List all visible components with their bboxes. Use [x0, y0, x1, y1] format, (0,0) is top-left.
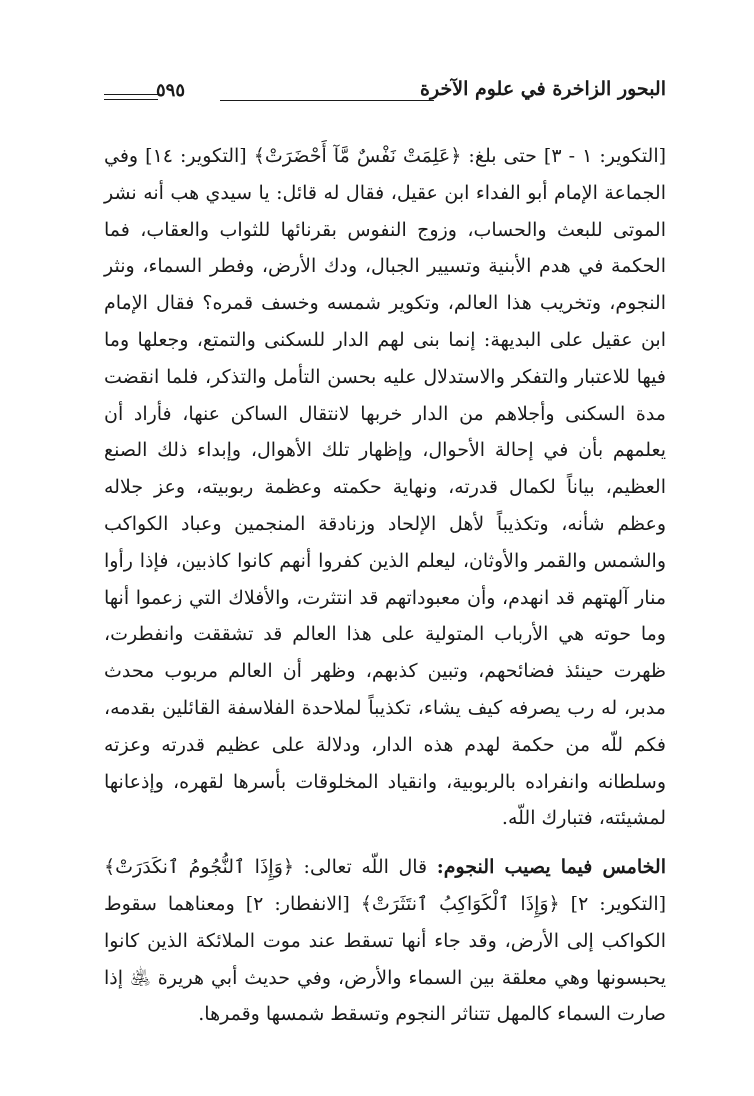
paragraph	[104, 138, 666, 837]
paragraph	[104, 849, 666, 1033]
body-text	[104, 138, 666, 1033]
paragraph-lead: الخامس فيما يصيب النجوم:	[436, 856, 666, 879]
running-title: البحور الزاخرة في علوم الآخرة	[420, 78, 666, 100]
header-rule	[220, 100, 434, 101]
page-number: ٥٩٥	[156, 80, 186, 101]
page-header	[100, 78, 666, 108]
paragraph-text: قال اللّه تعالى: ﴿وَإِذَا ٱلنُّجُومُ ٱنكَدَرَتْ﴾ [التكوير: ٢] ﴿وَإِذَا ٱلْكَوَاكِبُ ٱنتَثَرَتْ﴾ [الانفطار: ٢] ومعناهما سقوط الكواكب إلى الأرض، وقد جاء أنها تسقط عند موت الملائكة الذين كانوا يحبسونها وهي معلقة بين السماء والأرض، وفي حديث أبي هريرة ﵁ إذا صارت السماء كالمهل تتناثر النجوم وتسقط شمسها وقمرها.	[104, 856, 667, 1026]
page-number-rule	[104, 94, 158, 100]
paragraph-text: [التكوير: ١ - ٣] حتى بلغ: ﴿عَلِمَتْ نَفْسٌ مَّآ أَحْضَرَتْ﴾ [التكوير: ١٤] وفي الجماعة الإمام أبو الفداء ابن عقيل، فقال له قائل: يا سيدي هب أنه نشر الموتى للبعث والحساب، وزوج النفوس بقرنائها للثواب والعقاب، فما الحكمة في هدم الأبنية وتسيير الجبال، ودك الأرض، وفطر السماء، ونثر النجوم، وتخريب هذا العالم، وتكوير شمسه وخسف قمره؟ فقال الإمام ابن عقيل على البديهة: إنما بنى لهم الدار للسكنى والتمتع، وجعلها وما فيها للاعتبار والتفكر والاستدلال عليه بحسن التأمل والتذكر، فلما انقضت مدة السكنى وأجلاهم من الدار خربها لانتقال الساكن عنها، فأراد أن يعلمهم بأن في إحالة الأحوال، وإظهار تلك الأهوال، وإبداء ذلك الصنع العظيم، بياناً لكمال قدرته، ونهاية حكمته وعظمة ربوبيته، وعز جلاله وعظم شأنه، وتكذيباً لأهل الإلحاد وزنادقة المنجمين وعباد الكواكب والشمس والقمر والأوثان، ليعلم الذين كفروا أنهم كانوا كاذبين، فإذا رأوا منار آلهتهم قد انهدم، وأن معبوداتهم قد انتثرت، والأفلاك التي زعموا أنها وما حوته هي الأرباب المتولية على هذا العالم قد تشققت وانفطرت، ظهرت حينئذ فضائحهم، وتبين كذبهم، وظهر أن العالم مربوب محدث مدبر، له رب يصرفه كيف يشاء، تكذيباً لملاحدة الفلاسفة القائلين بقدمه، فكم للّه من حكمة لهدم هذه الدار، ودلالة على عظيم قدرته وعزته وسلطانه وانفراده بالربوبية، وانقياد المخلوقات بأسرها لقهره، وإذعانها لمشيئته، فتبارك اللّه.	[104, 145, 667, 830]
